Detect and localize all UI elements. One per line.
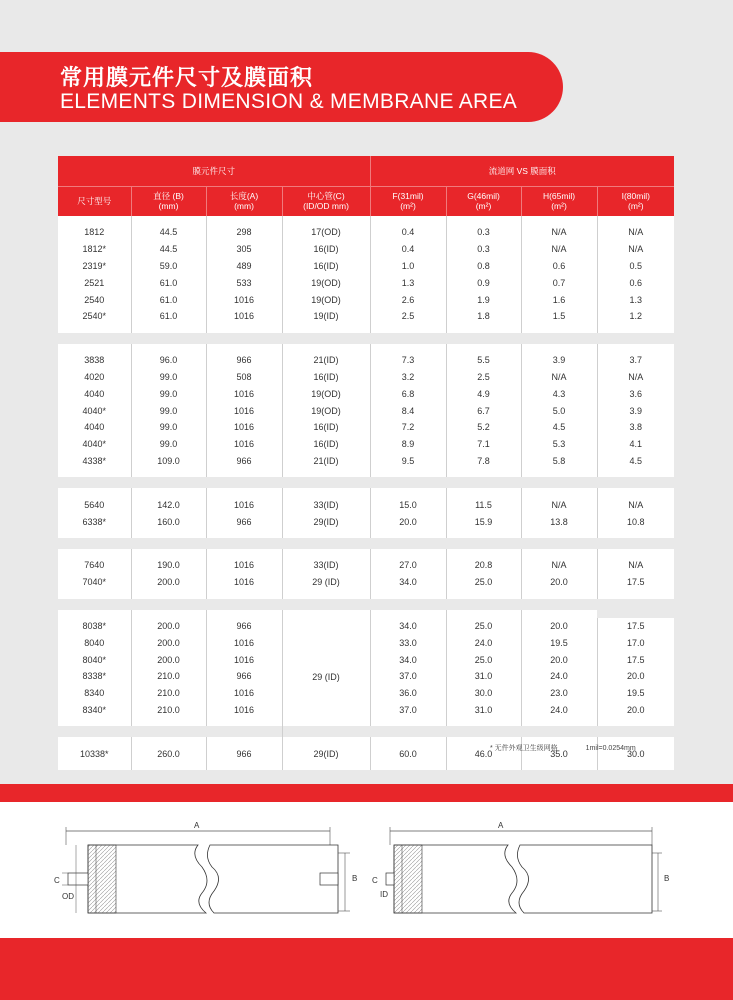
table-cell: 34.0 <box>370 651 446 668</box>
table-cell: 1016 <box>206 308 282 325</box>
table-cell: 210.0 <box>131 668 206 685</box>
group-padding <box>58 216 674 224</box>
group-padding <box>58 469 674 477</box>
table-cell: 61.0 <box>131 274 206 291</box>
group-padding <box>58 344 674 352</box>
label-b: B <box>352 874 358 883</box>
table-cell: 16(ID) <box>282 258 370 275</box>
table-cell: 21(ID) <box>282 352 370 369</box>
table-cell: 20.0 <box>597 702 674 719</box>
table-cell: 20.0 <box>521 574 597 591</box>
center-tube-right <box>320 873 338 885</box>
group-padding <box>58 591 674 599</box>
table-cell: 31.0 <box>446 702 521 719</box>
column-header <box>58 186 131 216</box>
column-header-unit: (ID/OD mm) <box>303 201 349 212</box>
center-tube-left <box>68 873 88 885</box>
table-cell: 1016 <box>206 574 282 591</box>
table-cell: 29(ID) <box>282 745 370 762</box>
table-cell: 6338* <box>58 513 131 530</box>
table-cell: 44.5 <box>131 224 206 241</box>
table-cell: 30.0 <box>446 685 521 702</box>
column-header-unit: (mm) <box>158 201 179 212</box>
table-cell: 966 <box>206 668 282 685</box>
table-cell: 33(ID) <box>282 496 370 513</box>
table-cell: 60.0 <box>370 745 446 762</box>
table-cell: 3.7 <box>597 352 674 369</box>
table-cell-merged-center-tube: 29 (ID) <box>282 618 370 738</box>
table-cell: 2540* <box>58 308 131 325</box>
table-row <box>58 419 674 436</box>
column-header-label: G(46mil) <box>467 191 500 202</box>
table-cell: 61.0 <box>131 308 206 325</box>
table-cell: 9.5 <box>370 453 446 470</box>
table-row <box>58 274 674 291</box>
table-cell: 59.0 <box>131 258 206 275</box>
table-cell: 1016 <box>206 496 282 513</box>
group-separator <box>58 726 674 737</box>
table-cell: 7.8 <box>446 453 521 470</box>
column-header <box>446 186 521 216</box>
table-cell: 16(ID) <box>282 369 370 386</box>
label-b: B <box>664 874 670 883</box>
table-cell: 19(OD) <box>282 402 370 419</box>
table-cell: 489 <box>206 258 282 275</box>
table-cell: N/A <box>521 224 597 241</box>
table-cell: 1016 <box>206 291 282 308</box>
column-header-label: H(65mil) <box>542 191 576 202</box>
table-cell: 34.0 <box>370 618 446 635</box>
table-row <box>58 369 674 386</box>
table-cell: 4338* <box>58 453 131 470</box>
group-padding <box>58 530 674 538</box>
table-cell: 1.3 <box>370 274 446 291</box>
table-cell: 1812* <box>58 241 131 258</box>
table-cell: 8338* <box>58 668 131 685</box>
column-header <box>282 186 370 216</box>
table-cell: 17.5 <box>597 618 674 635</box>
table-row <box>58 224 674 241</box>
title-english: ELEMENTS DIMENSION & MEMBRANE AREA <box>60 90 518 113</box>
table-row <box>58 258 674 275</box>
table-cell: 2521 <box>58 274 131 291</box>
group-padding <box>58 762 674 770</box>
table-cell: 20.8 <box>446 557 521 574</box>
table-row <box>58 308 674 325</box>
dimension-table <box>58 156 674 770</box>
table-cell: 5.2 <box>446 419 521 436</box>
table-cell: 99.0 <box>131 385 206 402</box>
table-cell: 7640 <box>58 557 131 574</box>
element-diagram-od <box>40 815 370 930</box>
table-cell: 5640 <box>58 496 131 513</box>
table-row <box>58 352 674 369</box>
table-row <box>58 513 674 530</box>
table-cell: 24.0 <box>446 634 521 651</box>
table-cell: 210.0 <box>131 702 206 719</box>
table-cell: 15.0 <box>370 496 446 513</box>
table-cell: 33(ID) <box>282 557 370 574</box>
table-cell: 99.0 <box>131 419 206 436</box>
column-header-label: 长度(A) <box>229 191 259 202</box>
table-cell: N/A <box>521 369 597 386</box>
table-cell: 1016 <box>206 702 282 719</box>
table-cell: 2.6 <box>370 291 446 308</box>
table-cell: 966 <box>206 453 282 470</box>
table-cell: 4040* <box>58 436 131 453</box>
table-cell: 5.5 <box>446 352 521 369</box>
table-cell: 16(ID) <box>282 436 370 453</box>
table-row <box>58 241 674 258</box>
table-cell: 5.3 <box>521 436 597 453</box>
label-a: A <box>498 821 504 830</box>
title-chinese: 常用膜元件尺寸及膜面积 <box>60 65 314 90</box>
table-cell: 99.0 <box>131 436 206 453</box>
table-cell: 10.8 <box>597 513 674 530</box>
table-cell: 4040* <box>58 402 131 419</box>
table-cell: 1.9 <box>446 291 521 308</box>
table-cell: 35.0 <box>521 745 597 762</box>
table-cell: 1016 <box>206 402 282 419</box>
table-cell: 3.2 <box>370 369 446 386</box>
table-cell: 7.3 <box>370 352 446 369</box>
table-cell: 8340* <box>58 702 131 719</box>
table-cell: 16(ID) <box>282 419 370 436</box>
table-row <box>58 618 674 635</box>
table-cell: 37.0 <box>370 668 446 685</box>
table-cell: 13.8 <box>521 513 597 530</box>
column-header-unit: (m²) <box>475 201 492 212</box>
table-row <box>58 436 674 453</box>
footnote <box>490 743 636 753</box>
column-header <box>131 186 206 216</box>
footnote-unit: 1mil=0.0254mm <box>585 745 636 752</box>
table-cell: 31.0 <box>446 668 521 685</box>
column-header <box>521 186 597 216</box>
table-cell: 6.8 <box>370 385 446 402</box>
table-cell: 1.6 <box>521 291 597 308</box>
column-header-label: 中心管(C) <box>307 191 345 202</box>
table-row <box>58 402 674 419</box>
table-row <box>58 557 674 574</box>
group-padding <box>58 488 674 496</box>
label-od: OD <box>62 892 74 901</box>
table-cell: 8038* <box>58 618 131 635</box>
table-cell: 3.9 <box>521 352 597 369</box>
group-header-dimensions: 膜元件尺寸 <box>58 156 370 186</box>
element-body-right <box>207 845 338 913</box>
table-row <box>58 385 674 402</box>
table-cell: 27.0 <box>370 557 446 574</box>
table-cell: 966 <box>206 513 282 530</box>
table-cell: 533 <box>206 274 282 291</box>
table-cell: 96.0 <box>131 352 206 369</box>
table-cell: 966 <box>206 618 282 635</box>
table-cell: 6.7 <box>446 402 521 419</box>
group-padding <box>58 610 674 618</box>
table-cell: N/A <box>597 557 674 574</box>
table-cell: 190.0 <box>131 557 206 574</box>
table-cell: 33.0 <box>370 634 446 651</box>
column-header-label: 直径 (B) <box>153 191 184 202</box>
table-cell: 20.0 <box>370 513 446 530</box>
table-cell: N/A <box>521 496 597 513</box>
table-cell: 8.9 <box>370 436 446 453</box>
table-cell: 200.0 <box>131 618 206 635</box>
table-cell: 200.0 <box>131 651 206 668</box>
table-cell: 4.5 <box>521 419 597 436</box>
table-cell: 8040* <box>58 651 131 668</box>
table-cell: 160.0 <box>131 513 206 530</box>
table-cell: N/A <box>597 224 674 241</box>
table-cell: 2.5 <box>446 369 521 386</box>
table-cell: 4040 <box>58 419 131 436</box>
table-cell: 10338* <box>58 745 131 762</box>
table-cell: 298 <box>206 224 282 241</box>
label-a: A <box>194 821 200 830</box>
table-cell: 8.4 <box>370 402 446 419</box>
table-cell: 20.0 <box>521 651 597 668</box>
table-cell: 19.5 <box>521 634 597 651</box>
group-padding <box>58 549 674 557</box>
red-stripe-bottom <box>0 938 733 1000</box>
table-cell: 15.9 <box>446 513 521 530</box>
table-row <box>58 291 674 308</box>
table-cell: 7040* <box>58 574 131 591</box>
table-cell: 19(OD) <box>282 385 370 402</box>
table-cell: 44.5 <box>131 241 206 258</box>
table-cell: 29 (ID) <box>282 574 370 591</box>
column-header-unit: (m²) <box>551 201 567 212</box>
table-cell: 4020 <box>58 369 131 386</box>
end-cap-hatch <box>394 845 422 913</box>
table-cell: 0.7 <box>521 274 597 291</box>
table-row <box>58 496 674 513</box>
red-stripe-top <box>0 784 733 802</box>
table-cell: 508 <box>206 369 282 386</box>
table-cell: 0.4 <box>370 224 446 241</box>
table-cell: 25.0 <box>446 618 521 635</box>
table-cell: 4040 <box>58 385 131 402</box>
table-cell: 17.5 <box>597 651 674 668</box>
table-cell: 30.0 <box>597 745 674 762</box>
table-cell: 20.0 <box>521 618 597 635</box>
table-cell: 29(ID) <box>282 513 370 530</box>
table-cell: 0.6 <box>521 258 597 275</box>
table-row <box>58 574 674 591</box>
table-cell: 8340 <box>58 685 131 702</box>
table-cell: 37.0 <box>370 702 446 719</box>
table-cell: 7.1 <box>446 436 521 453</box>
table-cell: 3838 <box>58 352 131 369</box>
group-separator <box>58 477 674 488</box>
table-cell: 2540 <box>58 291 131 308</box>
center-tube-left <box>386 873 394 885</box>
table-cell: 20.0 <box>597 668 674 685</box>
table-cell: 8040 <box>58 634 131 651</box>
table-cell: 17.5 <box>597 574 674 591</box>
table-cell: 1016 <box>206 557 282 574</box>
table-cell: 1016 <box>206 685 282 702</box>
table-cell: 17.0 <box>597 634 674 651</box>
column-header-unit: (m²) <box>400 201 416 212</box>
table-cell: 0.4 <box>370 241 446 258</box>
table-cell: 34.0 <box>370 574 446 591</box>
group-header-spacer-area: 流道网 VS 膜面积 <box>370 156 674 186</box>
table-cell: N/A <box>597 241 674 258</box>
table-cell: 0.9 <box>446 274 521 291</box>
footnote-note: * 无件外观卫生级网格 <box>490 745 558 752</box>
label-c: C <box>372 876 378 885</box>
table-cell: 1016 <box>206 436 282 453</box>
table-cell: 5.8 <box>521 453 597 470</box>
table-cell: 24.0 <box>521 702 597 719</box>
table-cell: 25.0 <box>446 651 521 668</box>
column-header <box>206 186 282 216</box>
table-cell: 1.5 <box>521 308 597 325</box>
table-cell: 11.5 <box>446 496 521 513</box>
table-cell: 966 <box>206 352 282 369</box>
label-c: C <box>54 876 60 885</box>
group-padding <box>58 325 674 333</box>
table-cell: 99.0 <box>131 369 206 386</box>
table-cell: 2.5 <box>370 308 446 325</box>
table-cell: 23.0 <box>521 685 597 702</box>
group-separator <box>58 538 674 549</box>
table-cell: 19(OD) <box>282 291 370 308</box>
table-cell: 99.0 <box>131 402 206 419</box>
group-separator <box>58 333 674 344</box>
table-cell: 4.5 <box>597 453 674 470</box>
table-cell: 3.6 <box>597 385 674 402</box>
table-cell: 5.0 <box>521 402 597 419</box>
table-cell: 966 <box>206 745 282 762</box>
table-cell: 3.8 <box>597 419 674 436</box>
table-cell: 1812 <box>58 224 131 241</box>
table-cell: 1016 <box>206 651 282 668</box>
table-cell: 4.3 <box>521 385 597 402</box>
column-header <box>370 186 446 216</box>
column-header-label: F(31mil) <box>392 191 424 202</box>
column-header-unit: (m²) <box>627 201 644 212</box>
column-header-label: 尺寸型号 <box>77 196 112 207</box>
table-cell: 46.0 <box>446 745 521 762</box>
table-cell: 19(ID) <box>282 308 370 325</box>
column-header-unit: (mm) <box>234 201 254 212</box>
table-cell: 19.5 <box>597 685 674 702</box>
table-cell: 7.2 <box>370 419 446 436</box>
table-cell: 200.0 <box>131 634 206 651</box>
table-cell: 1.2 <box>597 308 674 325</box>
table-cell: 200.0 <box>131 574 206 591</box>
table-cell: 3.9 <box>597 402 674 419</box>
table-cell: 0.5 <box>597 258 674 275</box>
table-cell: 1016 <box>206 419 282 436</box>
table-cell: 36.0 <box>370 685 446 702</box>
column-header <box>597 186 674 216</box>
table-cell: 61.0 <box>131 291 206 308</box>
table-cell: 142.0 <box>131 496 206 513</box>
table-cell: 2319* <box>58 258 131 275</box>
table-cell: 0.8 <box>446 258 521 275</box>
end-cap-hatch <box>88 845 116 913</box>
table-cell: 1.3 <box>597 291 674 308</box>
table-cell: 24.0 <box>521 668 597 685</box>
table-cell: 109.0 <box>131 453 206 470</box>
table-cell: 305 <box>206 241 282 258</box>
label-id: ID <box>380 890 388 899</box>
table-cell: 0.3 <box>446 224 521 241</box>
table-cell: 260.0 <box>131 745 206 762</box>
table-cell: 21(ID) <box>282 453 370 470</box>
element-body-right <box>517 845 652 913</box>
table-row <box>58 453 674 470</box>
table-cell: 210.0 <box>131 685 206 702</box>
table-cell: 19(OD) <box>282 274 370 291</box>
group-separator <box>58 599 674 610</box>
table-cell: 17(OD) <box>282 224 370 241</box>
table-cell: N/A <box>597 496 674 513</box>
title-banner <box>0 52 563 122</box>
table-cell: 1.8 <box>446 308 521 325</box>
table-cell: 4.1 <box>597 436 674 453</box>
table-cell: N/A <box>521 557 597 574</box>
table-cell: N/A <box>521 241 597 258</box>
table-cell: 1016 <box>206 385 282 402</box>
table-cell: 4.9 <box>446 385 521 402</box>
table-cell: 1016 <box>206 634 282 651</box>
table-cell: 0.6 <box>597 274 674 291</box>
table-cell: 25.0 <box>446 574 521 591</box>
table-cell: N/A <box>597 369 674 386</box>
table-cell: 1.0 <box>370 258 446 275</box>
table-cell: 16(ID) <box>282 241 370 258</box>
table-cell: 0.3 <box>446 241 521 258</box>
element-diagram-id <box>372 815 682 930</box>
column-header-label: I(80mil) <box>621 191 650 202</box>
